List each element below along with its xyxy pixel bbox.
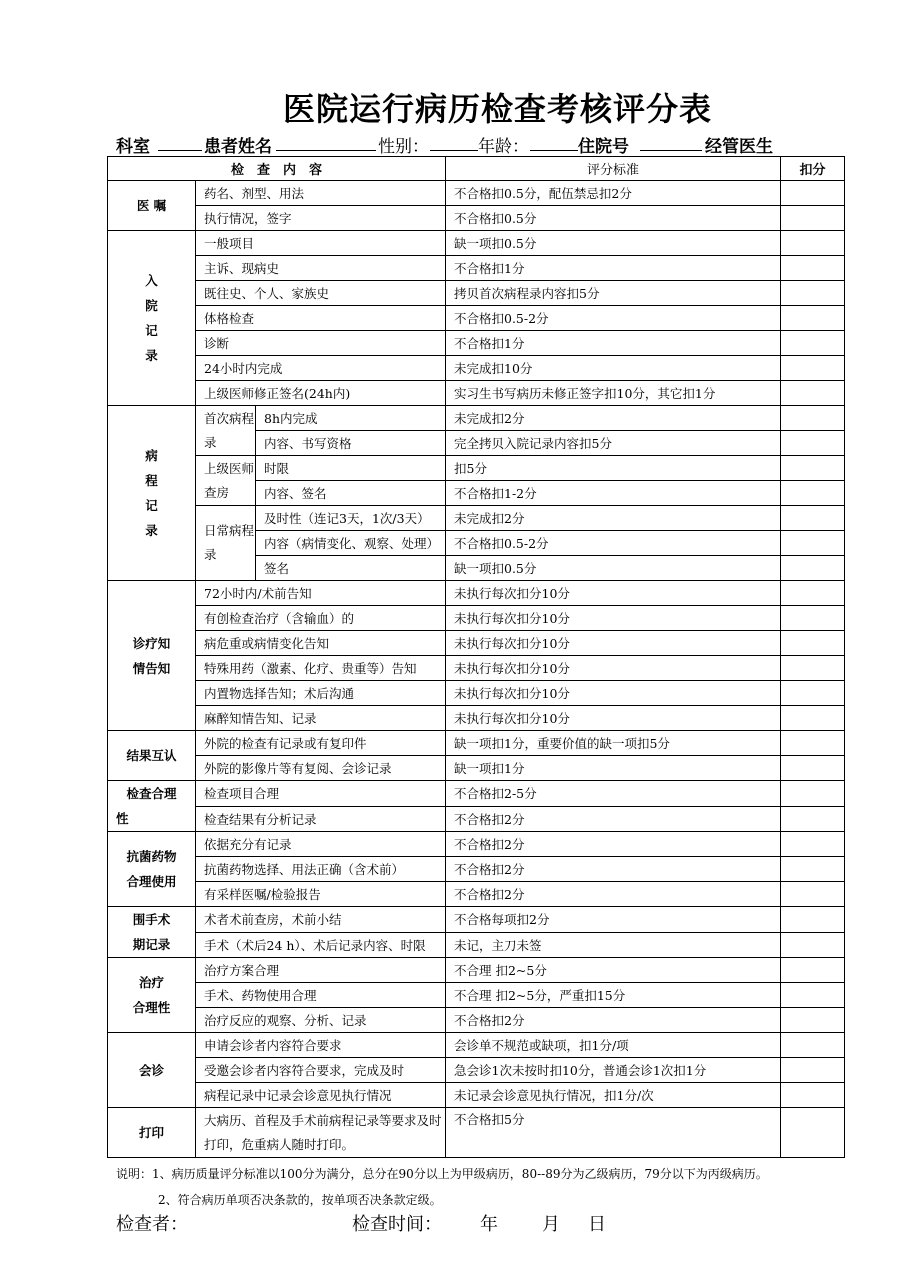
category-line: 合理性 — [132, 1000, 171, 1015]
criteria: 急会诊1次未按时扣10分，普通会诊1次扣1分 — [446, 1058, 781, 1083]
check-item: 时限 — [256, 456, 446, 481]
criteria: 不合格扣2分 — [446, 1008, 781, 1033]
deduct-cell[interactable] — [781, 481, 845, 506]
criteria: 缺一项扣0.5分 — [446, 556, 781, 581]
deduct-cell[interactable] — [781, 907, 845, 933]
patient-name-label: 患者姓名 — [204, 137, 272, 157]
year-label: 年 — [480, 1214, 498, 1235]
deduct-cell[interactable] — [781, 781, 845, 807]
deduct-cell[interactable] — [781, 857, 845, 882]
table-row — [108, 882, 845, 907]
category-line: 情告知 — [132, 660, 171, 676]
deduct-cell[interactable] — [781, 681, 845, 706]
check-item: 病危重或病情变化告知 — [196, 631, 446, 656]
table-row — [108, 756, 845, 781]
check-item: 有创检查治疗（含输血）的 — [196, 606, 446, 631]
table-row — [108, 958, 845, 983]
gender-field[interactable] — [430, 132, 478, 151]
deduct-cell[interactable] — [781, 456, 845, 481]
category-admission-record — [108, 231, 196, 406]
table-row — [108, 331, 845, 356]
criteria: 未完成扣10分 — [446, 356, 781, 381]
table-row — [108, 832, 845, 857]
check-item: 及时性（连记3天，1次/3天） — [256, 506, 446, 531]
deduct-cell[interactable] — [781, 506, 845, 531]
check-item: 一般项目 — [196, 231, 446, 256]
category-char: 记 — [145, 498, 158, 513]
check-item: 既往史、个人、家族史 — [196, 281, 446, 306]
deduct-cell[interactable] — [781, 932, 845, 958]
criteria: 不合格扣0.5-2分 — [446, 531, 781, 556]
criteria: 缺一项扣0.5分 — [446, 231, 781, 256]
check-item: 诊断 — [196, 331, 446, 356]
criteria: 不合格每项扣2分 — [446, 907, 781, 933]
category-print: 打印 — [108, 1108, 196, 1158]
deduct-cell[interactable] — [781, 832, 845, 857]
criteria: 未执行每次扣分10分 — [446, 581, 781, 606]
criteria: 不合格扣1-2分 — [446, 481, 781, 506]
table-row — [108, 306, 845, 331]
criteria: 不合格扣2分 — [446, 832, 781, 857]
admission-no-label: 住院号 — [578, 137, 629, 157]
dept-label: 科室 — [116, 137, 150, 157]
month-label: 月 — [542, 1214, 560, 1235]
deduct-cell[interactable] — [781, 281, 845, 306]
criteria: 未执行每次扣分10分 — [446, 656, 781, 681]
table-row — [108, 781, 845, 807]
deduct-cell[interactable] — [781, 656, 845, 681]
subcategory-daily-record: 日常病程录 — [196, 506, 256, 581]
check-item: 药名、剂型、用法 — [196, 181, 446, 206]
check-item: 治疗反应的观察、分析、记录 — [196, 1008, 446, 1033]
criteria: 不合格扣1分 — [446, 331, 781, 356]
criteria: 未完成扣2分 — [446, 406, 781, 431]
subcategory-first-record: 首次病程录 — [196, 406, 256, 456]
deduct-cell[interactable] — [781, 356, 845, 381]
category-progress-record — [108, 406, 196, 581]
check-item: 受邀会诊者内容符合要求，完成及时 — [196, 1058, 446, 1083]
table-row — [108, 231, 845, 256]
category-consultation: 会诊 — [108, 1033, 196, 1108]
criteria: 不合理 扣2~5分，严重扣15分 — [446, 983, 781, 1008]
table-row — [108, 1008, 845, 1033]
criteria: 不合格扣2分 — [446, 806, 781, 832]
criteria: 未执行每次扣分10分 — [446, 631, 781, 656]
deduct-cell[interactable] — [781, 306, 845, 331]
check-item: 内置物选择告知；术后沟通 — [196, 681, 446, 706]
table-row — [108, 1108, 845, 1158]
criteria: 未执行每次扣分10分 — [446, 681, 781, 706]
form-title: 医院运行病历检查考核评分表 — [282, 90, 712, 128]
table-row — [108, 506, 845, 531]
deduct-cell[interactable] — [781, 756, 845, 781]
deduct-cell[interactable] — [781, 706, 845, 731]
note-line-1: 说明：1、病历质量评分标准以100分为满分，总分在90分以上为甲级病历，80--89分为乙级病历，79分以下为丙级病历。 — [116, 1167, 768, 1181]
table-header — [108, 157, 845, 181]
table-row — [108, 983, 845, 1008]
category-exam-rationality — [108, 781, 196, 832]
table-row — [108, 706, 845, 731]
header-criteria: 评分标准 — [446, 157, 781, 181]
check-item: 大病历、首程及手术前病程记录等要求及时打印，危重病人随时打印。 — [196, 1108, 446, 1158]
criteria: 会诊单不规范或缺项，扣1分/项 — [446, 1033, 781, 1058]
criteria: 不合理 扣2~5分 — [446, 958, 781, 983]
check-item: 内容（病情变化、观察、处理） — [256, 531, 446, 556]
category-line: 检查合理 — [126, 786, 177, 801]
category-perioperative-record — [108, 907, 196, 958]
deduct-cell[interactable] — [781, 531, 845, 556]
check-item: 病程记录中记录会诊意见执行情况 — [196, 1083, 446, 1108]
criteria: 不合格扣2分 — [446, 857, 781, 882]
deduct-cell[interactable] — [781, 256, 845, 281]
table-row — [108, 631, 845, 656]
category-mutual-recognition: 结果互认 — [108, 731, 196, 781]
criteria: 不合格扣0.5-2分 — [446, 306, 781, 331]
category-line: 诊疗知 — [132, 635, 171, 651]
check-item: 依据充分有记录 — [196, 832, 446, 857]
criteria: 缺一项扣1分，重要价值的缺一项扣5分 — [446, 731, 781, 756]
criteria: 不合格扣2分 — [446, 882, 781, 907]
criteria: 拷贝首次病程录内容扣5分 — [446, 281, 781, 306]
criteria: 不合格扣2-5分 — [446, 781, 781, 807]
check-item: 抗菌药物选择、用法正确（含术前） — [196, 857, 446, 882]
criteria: 未执行每次扣分10分 — [446, 606, 781, 631]
category-char: 录 — [145, 348, 158, 363]
check-item: 内容、签名 — [256, 481, 446, 506]
check-item: 签名 — [256, 556, 446, 581]
criteria: 完全拷贝入院记录内容扣5分 — [446, 431, 781, 456]
check-item: 麻醉知情告知、记录 — [196, 706, 446, 731]
table-row — [108, 456, 845, 481]
deduct-cell[interactable] — [781, 231, 845, 256]
deduct-cell[interactable] — [781, 631, 845, 656]
category-orders: 医 嘱 — [108, 181, 196, 231]
dept-field[interactable] — [158, 132, 202, 151]
criteria: 不合格扣0.5分 — [446, 206, 781, 231]
category-line: 合理使用 — [126, 874, 177, 889]
table-row — [108, 1083, 845, 1108]
criteria: 不合格扣0.5分，配伍禁忌扣2分 — [446, 181, 781, 206]
header-deduct: 扣分 — [781, 157, 845, 181]
deduct-cell[interactable] — [781, 181, 845, 206]
subcategory-superior-rounds: 上级医师查房 — [196, 456, 256, 506]
table-row — [108, 356, 845, 381]
table-row — [108, 1058, 845, 1083]
table-row — [108, 581, 845, 606]
category-line: 抗菌药物 — [126, 849, 177, 864]
deduct-cell[interactable] — [781, 331, 845, 356]
deduct-cell[interactable] — [781, 1008, 845, 1033]
header-content: 检 查 内 容 — [108, 157, 446, 181]
deduct-cell[interactable] — [781, 581, 845, 606]
criteria: 未执行每次扣分10分 — [446, 706, 781, 731]
check-time-label: 检查时间： — [352, 1214, 442, 1235]
patient-name-field[interactable] — [276, 132, 376, 151]
deduct-cell[interactable] — [781, 606, 845, 631]
deduct-cell[interactable] — [781, 1108, 845, 1158]
check-item: 手术、药物使用合理 — [196, 983, 446, 1008]
table-row — [108, 181, 845, 206]
table-row — [108, 806, 845, 832]
deduct-cell[interactable] — [781, 1083, 845, 1108]
category-char: 录 — [145, 523, 158, 538]
category-char: 程 — [145, 473, 158, 488]
deduct-cell[interactable] — [781, 806, 845, 832]
check-item: 特殊用药（激素、化疗、贵重等）告知 — [196, 656, 446, 681]
category-treatment-rationality — [108, 958, 196, 1033]
day-label: 日 — [588, 1214, 606, 1235]
criteria: 扣5分 — [446, 456, 781, 481]
age-label: 年龄： — [478, 137, 529, 157]
deduct-cell[interactable] — [781, 882, 845, 907]
check-item: 主诉、现病史 — [196, 256, 446, 281]
gender-label: 性别： — [378, 137, 429, 157]
deduct-cell[interactable] — [781, 958, 845, 983]
check-item: 检查项目合理 — [196, 781, 446, 807]
deduct-cell[interactable] — [781, 1033, 845, 1058]
check-item: 8h内完成 — [256, 406, 446, 431]
check-item: 外院的检查有记录或有复印件 — [196, 731, 446, 756]
criteria: 未记录会诊意见执行情况，扣1分/次 — [446, 1083, 781, 1108]
check-item: 内容、书写资格 — [256, 431, 446, 456]
age-field[interactable] — [530, 132, 578, 151]
table-row — [108, 857, 845, 882]
table-row — [108, 381, 845, 406]
table-row — [108, 907, 845, 933]
check-item: 体格检查 — [196, 306, 446, 331]
criteria: 未完成扣2分 — [446, 506, 781, 531]
doctor-label: 经管医生 — [705, 137, 773, 157]
category-line: 期记录 — [132, 937, 171, 952]
table-row — [108, 656, 845, 681]
check-item: 上级医师修正签名(24h内) — [196, 381, 446, 406]
check-item: 手术（术后24 h）、术后记录内容、时限 — [196, 932, 446, 958]
deduct-cell[interactable] — [781, 731, 845, 756]
table-row — [108, 606, 845, 631]
deduct-cell[interactable] — [781, 431, 845, 456]
category-char: 院 — [145, 298, 158, 313]
check-item: 有采样医嘱/检验报告 — [196, 882, 446, 907]
deduct-cell[interactable] — [781, 406, 845, 431]
category-informed-consent — [108, 581, 196, 731]
category-antibiotic-use — [108, 832, 196, 907]
check-item: 执行情况，签字 — [196, 206, 446, 231]
check-item: 外院的影像片等有复阅、会诊记录 — [196, 756, 446, 781]
table-row — [108, 1033, 845, 1058]
inspector-label: 检查者： — [116, 1214, 188, 1235]
check-item: 检查结果有分析记录 — [196, 806, 446, 832]
check-item: 术者术前查房，术前小结 — [196, 907, 446, 933]
admission-no-field[interactable] — [640, 132, 702, 151]
table-row — [108, 681, 845, 706]
category-line: 治疗 — [138, 975, 164, 990]
table-row — [108, 731, 845, 756]
criteria: 实习生书写病历未修正签字扣10分，其它扣1分 — [446, 381, 781, 406]
check-item: 申请会诊者内容符合要求 — [196, 1033, 446, 1058]
table-row — [108, 281, 845, 306]
category-char: 病 — [145, 448, 158, 463]
score-table — [107, 156, 845, 1158]
criteria: 不合格扣5分 — [446, 1108, 781, 1158]
note-line-2: 2、符合病历单项否决条款的，按单项否决条款定级。 — [158, 1193, 442, 1207]
table-row — [108, 206, 845, 231]
check-item: 24小时内完成 — [196, 356, 446, 381]
category-line: 围手术 — [132, 912, 171, 927]
table-row — [108, 406, 845, 431]
deduct-cell[interactable] — [781, 381, 845, 406]
criteria: 不合格扣1分 — [446, 256, 781, 281]
criteria: 未记，主刀未签 — [446, 932, 781, 958]
category-line: 性 — [116, 811, 129, 826]
table-row — [108, 256, 845, 281]
check-item: 治疗方案合理 — [196, 958, 446, 983]
check-item: 72小时内/术前告知 — [196, 581, 446, 606]
category-char: 记 — [145, 323, 158, 338]
patient-info-line — [116, 132, 816, 156]
deduct-cell[interactable] — [781, 206, 845, 231]
table-row — [108, 932, 845, 958]
deduct-cell[interactable] — [781, 983, 845, 1008]
category-char: 入 — [145, 273, 158, 288]
deduct-cell[interactable] — [781, 1058, 845, 1083]
criteria: 缺一项扣1分 — [446, 756, 781, 781]
deduct-cell[interactable] — [781, 556, 845, 581]
